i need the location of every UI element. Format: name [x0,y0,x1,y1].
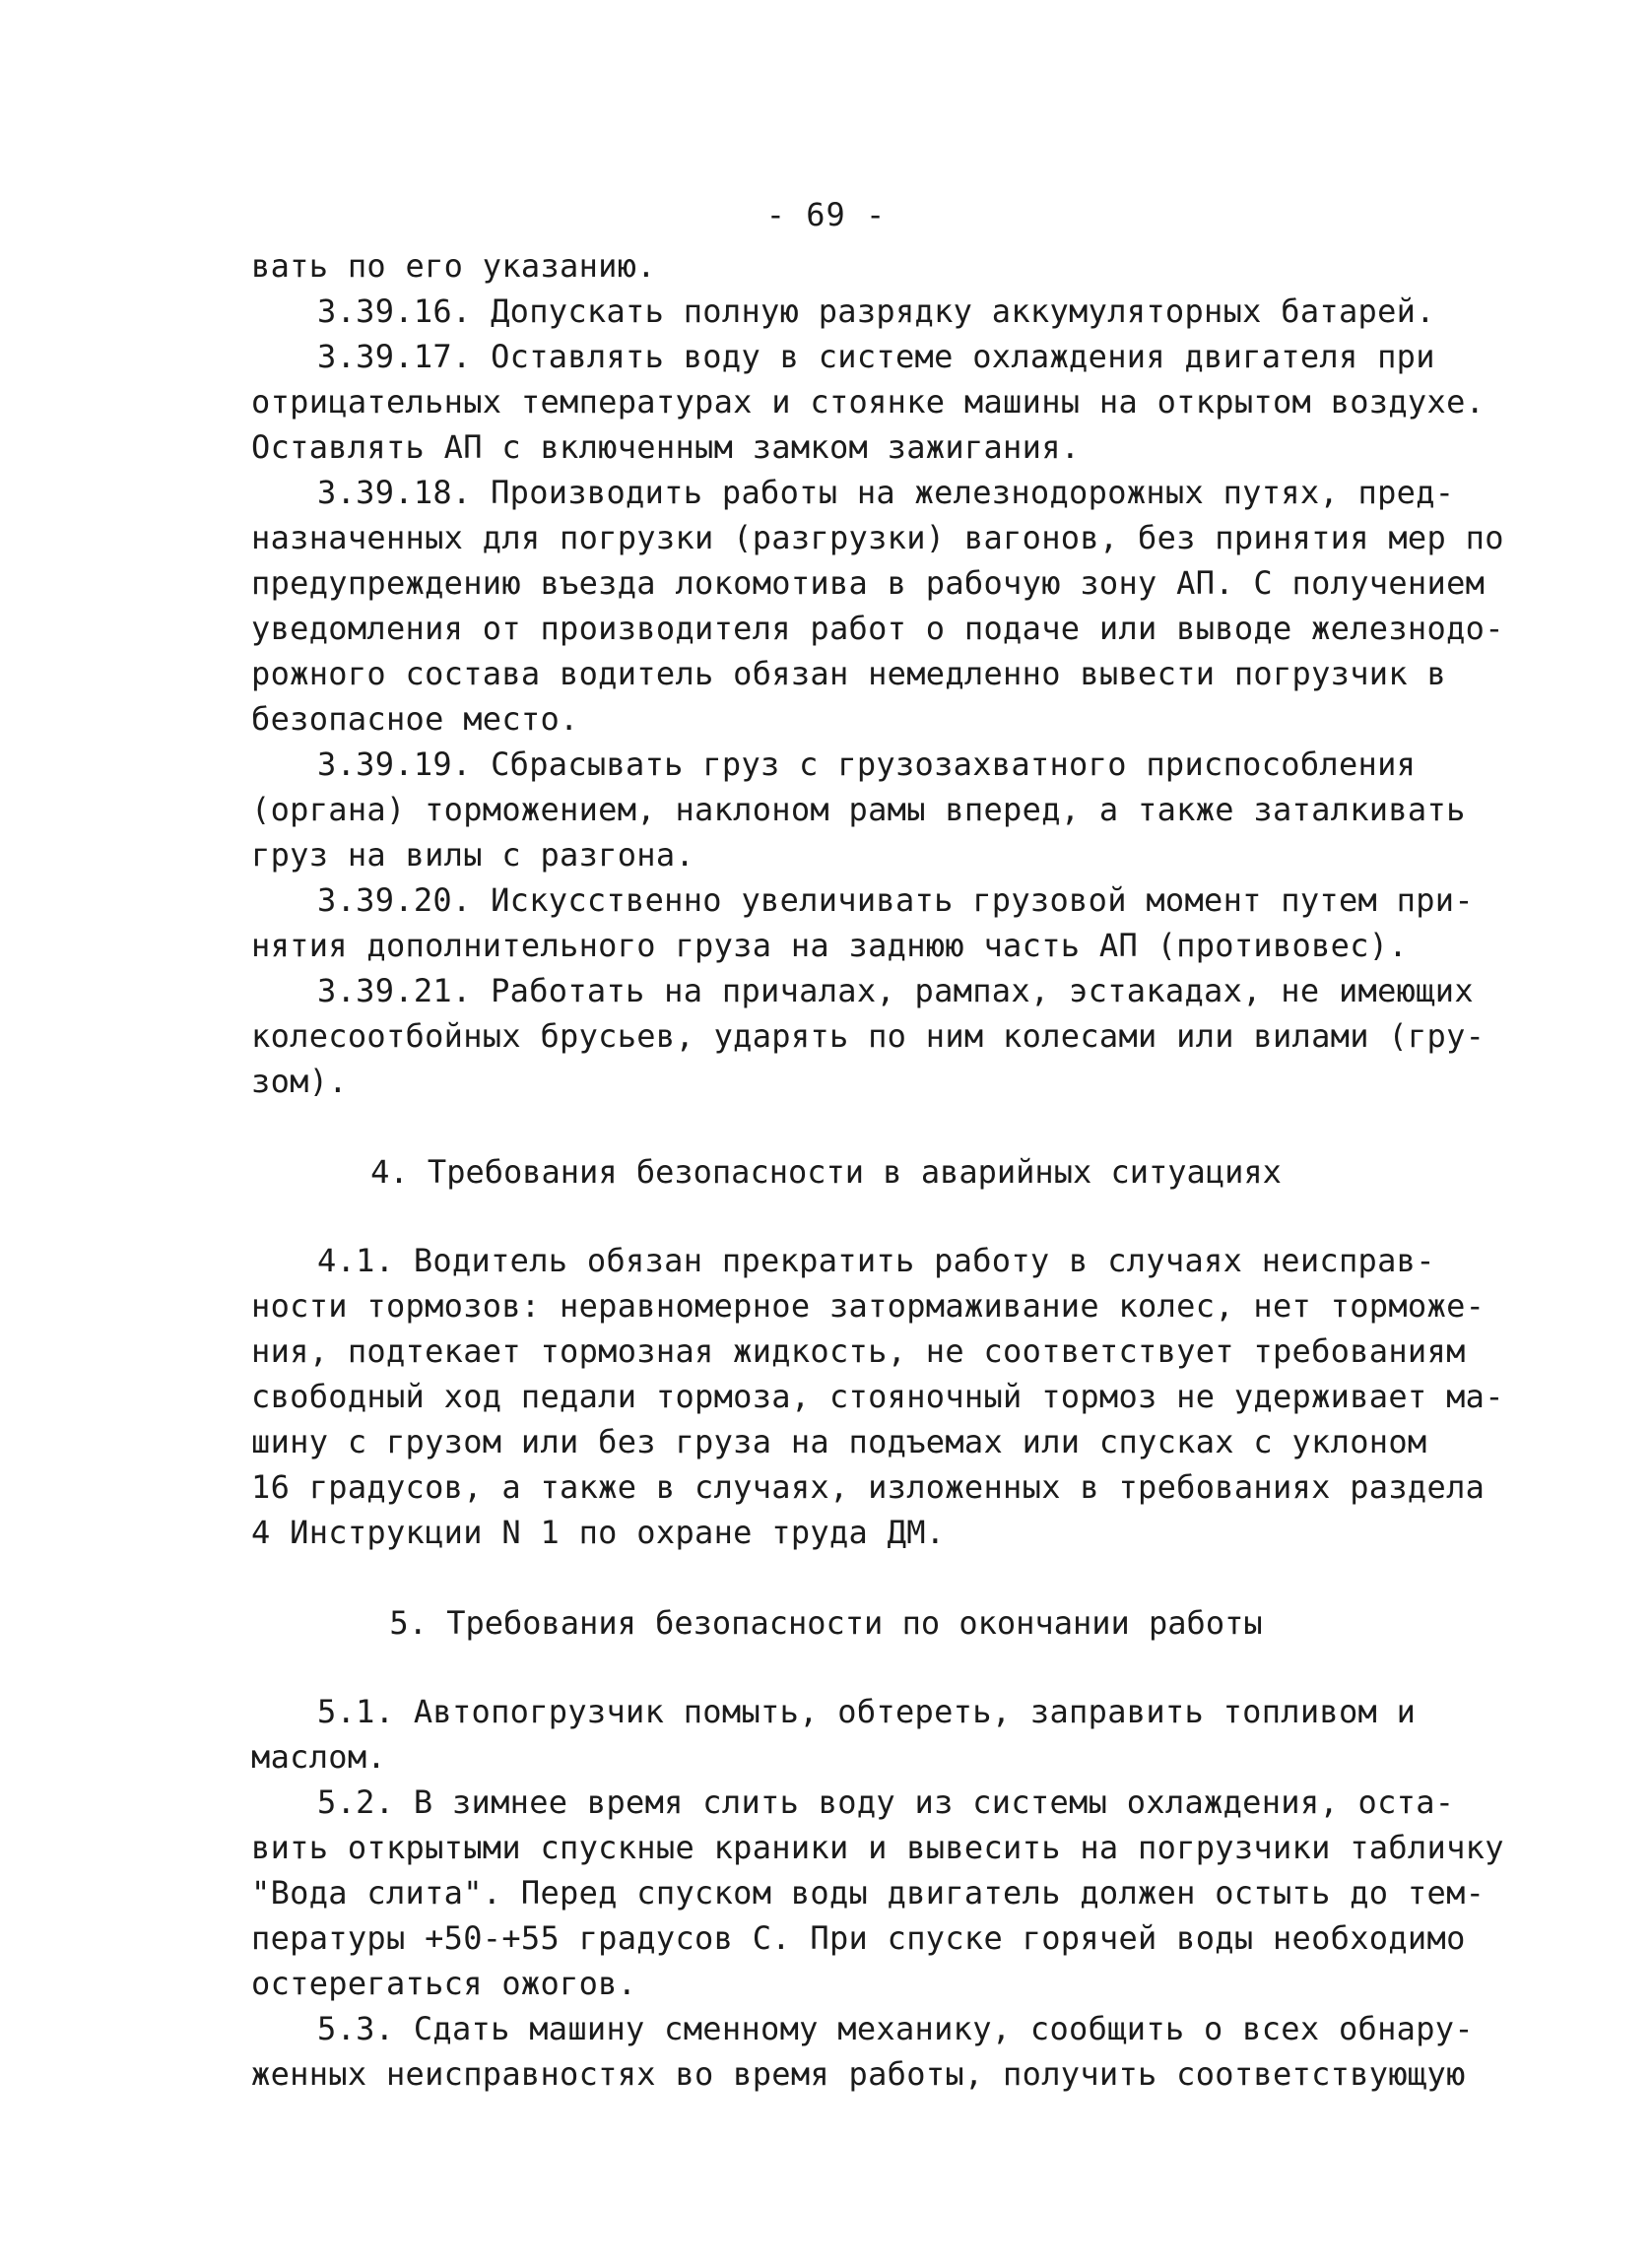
text-line: предупреждению въезда локомотива в рабочую зону АП. С получением [251,564,1486,602]
text-line: рожного состава водитель обязан немедленно вывести погрузчик в [251,655,1447,692]
text-line: нятия дополнительного груза на заднюю часть АП (противовес). [251,927,1408,964]
section-heading-5: 5. Требования безопасности по окончании работы [389,1604,1263,1642]
clause-3-39-16: 3.39.16. Допускать полную разрядку аккумуляторных батарей. [317,292,1435,330]
clause-3-39-20: 3.39.20. Искусственно увеличивать грузовой момент путем при- [317,881,1474,919]
text-line: остерегаться ожогов. [251,1965,637,2002]
text-line: безопасное место. [251,700,579,738]
text-line: (органа) торможением, наклоном рамы вперед, а также заталкивать [251,791,1466,828]
clause-4-1: 4.1. Водитель обязан прекратить работу в случаях неисправ- [317,1242,1435,1279]
text-line: ния, подтекает тормозная жидкость, не соответствует требованиям [251,1332,1466,1370]
clause-5-2: 5.2. В зимнее время слить воду из системы охлаждения, оста- [317,1783,1455,1821]
clause-5-1: 5.1. Автопогрузчик помыть, обтереть, заправить топливом и [317,1693,1417,1730]
clause-5-3: 5.3. Сдать машину сменному механику, сообщить о всех обнару- [317,2010,1474,2047]
text-line: женных неисправностях во время работы, получить соответствующую [251,2055,1466,2093]
text-line: 4 Инструкции N 1 по охране труда ДМ. [251,1514,946,1551]
text-line: шину с грузом или без груза на подъемах или спусках с уклоном [251,1423,1427,1460]
clause-3-39-17: 3.39.17. Оставлять воду в системе охлаждения двигателя при [317,338,1435,375]
text-line: пературы +50-+55 градусов С. При спуске горячей воды необходимо [251,1919,1466,1957]
text-line: груз на вилы с разгона. [251,836,695,874]
text-line: назначенных для погрузки (разгрузки) вагонов, без принятия мер по [251,519,1504,556]
text-line: Оставлять АП с включенным замком зажигания. [251,428,1081,466]
text-line: 16 градусов, а также в случаях, изложенных в требованиях раздела [251,1468,1486,1506]
text-line: ности тормозов: неравномерное затормаживание колес, нет торможе- [251,1287,1486,1325]
page-number: - 69 - [765,196,887,233]
text-line: вать по его указанию. [251,247,656,285]
text-line: маслом. [251,1738,386,1776]
text-line: колесоотбойных брусьев, ударять по ним колесами или вилами (гру- [251,1017,1486,1055]
text-line: "Вода слита". Перед спуском воды двигатель должен остыть до тем- [251,1874,1486,1912]
clause-3-39-19: 3.39.19. Сбрасывать груз с грузозахватного приспособления [317,745,1417,783]
clause-3-39-18: 3.39.18. Производить работы на железнодорожных путях, пред- [317,474,1455,511]
section-heading-4: 4. Требования безопасности в аварийных ситуациях [370,1153,1282,1191]
text-line: отрицательных температурах и стоянке машины на открытом воздухе. [251,383,1486,421]
text-line: вить открытыми спускные краники и вывесить на погрузчики табличку [251,1829,1504,1866]
text-line: уведомления от производителя работ о подаче или выводе железнодо- [251,610,1504,647]
text-line: зом). [251,1063,348,1100]
text-line: свободный ход педали тормоза, стояночный тормоз не удерживает ма- [251,1378,1504,1415]
clause-3-39-21: 3.39.21. Работать на причалах, рампах, эстакадах, не имеющих [317,972,1474,1009]
